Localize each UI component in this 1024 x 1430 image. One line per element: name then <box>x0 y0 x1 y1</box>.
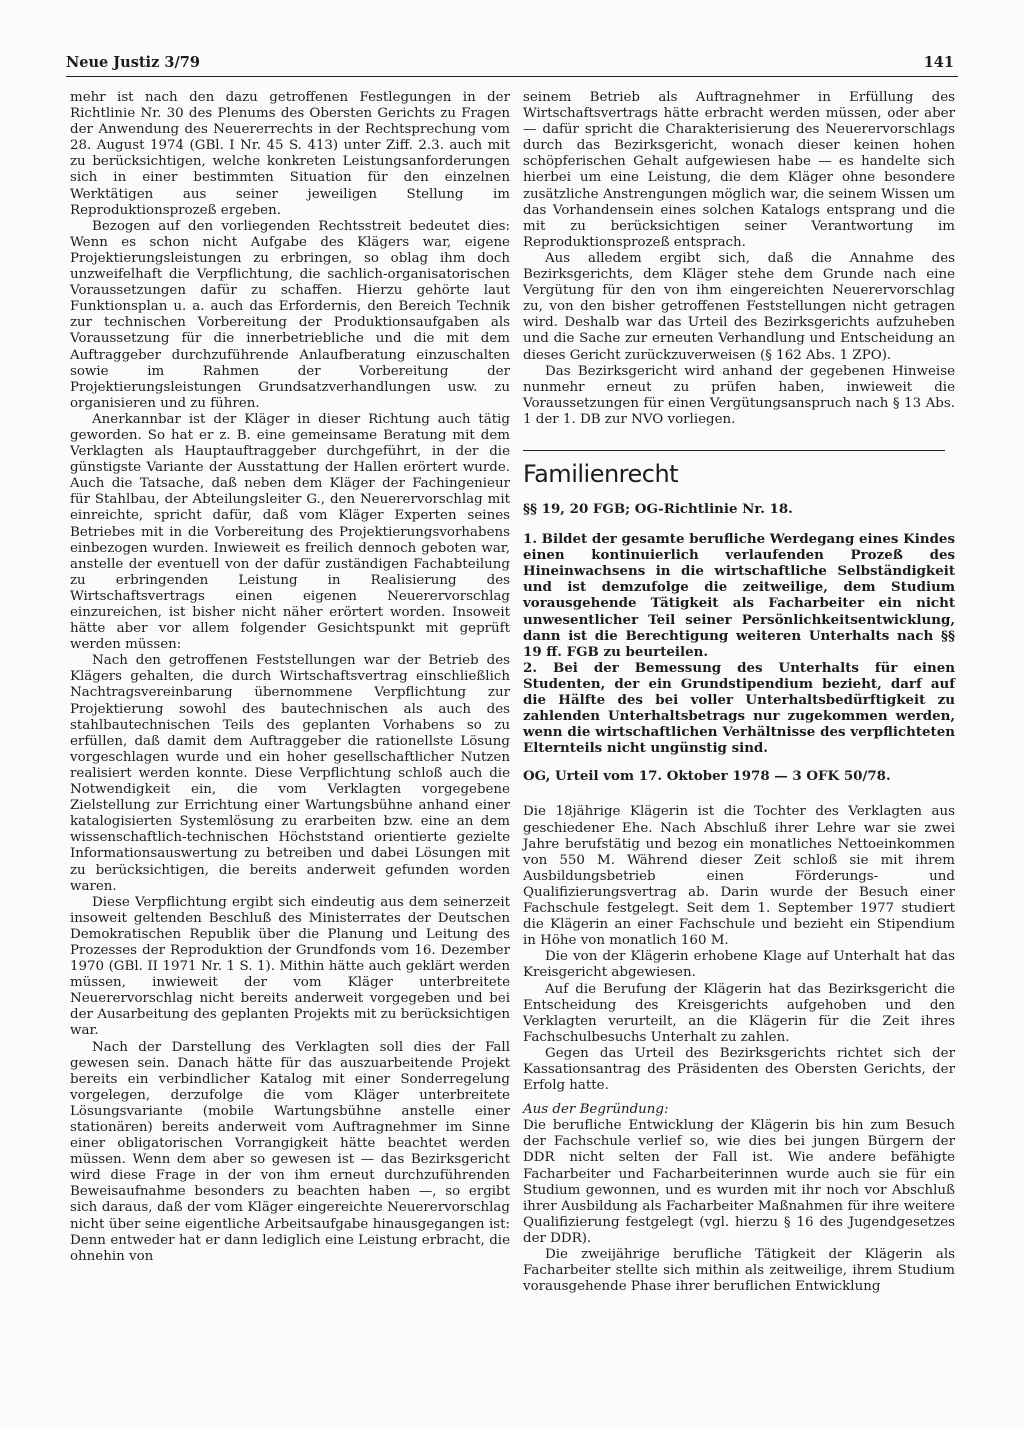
paragraph: Auf die Berufung der Klägerin hat das Bezirksgericht die Entscheidung des Kreisgerichts aufgehoben und den Verklagten verurteilt, an die Klägerin für die Zeit ihres Fachschulbesuchs Unterhalt zu zahlen. <box>523 981 955 1045</box>
paragraph: Diese Verpflichtung ergibt sich eindeutig aus dem seinerzeit insoweit geltenden Beschluß des Ministerrates der Deutschen Demokratischen Republik über die Planung und Leitung des Prozesses der Reproduktion der Grundfonds vom 16. Dezember 1970 (GBl. II 1971 Nr. 1 S. 1). Mithin hätte auch geklärt werden müssen, inwieweit der vom Kläger unterbreitete Neuerervorschlag nicht bereits anderweit vorgegeben und bei der Ausarbeitung des geplanten Projekts mit zu berücksichtigen war. <box>70 894 510 1039</box>
paragraph: Die von der Klägerin erhobene Klage auf Unterhalt hat das Kreisgericht abgewiesen. <box>523 949 955 981</box>
paragraph: Die berufliche Entwicklung der Klägerin bis hin zum Besuch der Fachschule verlief so, wie dies bei jungen Bürgern der DDR nicht selten der Fall ist. Wie andere befähigte Facharbeiter und Facharbeiterinnen wurde auch sie für ein Studium gewonnen, und es wurden mit ihr noch vor Abschluß ihrer Ausbildung als Facharbeiter Maßnahmen für ihre weitere Qualifizierung festgelegt (vgl. hierzu § 16 des Jugendgesetzes der DDR). <box>523 1118 955 1246</box>
paragraph: Das Bezirksgericht wird anhand der gegebenen Hinweise nunmehr erneut zu prüfen haben, inwieweit die Voraussetzungen für einen Vergütungsanspruch nach § 13 Abs. 1 der 1. DB zur NVO vorliegen. <box>523 363 955 427</box>
paragraph: Nach der Darstellung des Verklagten soll dies der Fall gewesen sein. Danach hätte für das auszuarbeitende Projekt bereits ein verbindlicher Katalog mit einer Sonderregelung vorgelegen, derzufolge die vom Kläger unterbreitete Lösungsvariante (mobile Wartungsbühne anstelle einer stationären) bereits anderweit vom Auftragnehmer im Sinne einer obligatorischen Vorrangigkeit hätte beachtet werden müssen. Wenn dem aber so gewesen ist — das Bezirksgericht wird diese Frage in der von ihm erneut durchzuführenden Beweisaufnahme besonders zu beachten haben —, so ergibt sich daraus, daß der vom Kläger eingereichte Neuerervorschlag nicht über seine eigentliche Arbeitsaufgabe hinausgegangen ist: Denn entweder hat er dann lediglich eine Leistung erbracht, die ohnehin von <box>70 1039 510 1264</box>
section-title: Familienrecht <box>523 459 679 488</box>
section-divider <box>523 450 945 451</box>
paragraph: Die zweijährige berufliche Tätigkeit der Klägerin als Facharbeiter stellte sich mithin als zeitweilige, ihrem Studium vorausgehende Phase ihrer beruflichen Entwicklung <box>523 1247 955 1295</box>
court-citation: OG, Urteil vom 17. Oktober 1978 — 3 OFK 50/78. <box>523 768 891 785</box>
headnote: 1. Bildet der gesamte berufliche Werdegang eines Kindes einen kontinuierlich verlaufenden Prozeß des Hineinwachsens in die wirtschaftliche Selbständigkeit und ist demzufolge die zeitweilige, dem Studium vorausgehende Tätigkeit als Facharbeiter ein nicht unwesentlicher Teil seiner Persönlichkeitsentwicklung, dann ist die Berechtigung weiteren Unterhalts nach §§ 19 ff. FGB zu beurteilen. <box>523 531 955 660</box>
left-column <box>70 90 510 1265</box>
reasoning-heading: Aus der Begründung: <box>523 1102 669 1118</box>
page-number: 141 <box>923 54 954 71</box>
paragraph: Gegen das Urteil des Bezirksgerichts richtet sich der Kassationsantrag des Präsidenten des Obersten Gerichts, der Erfolg hatte. <box>523 1045 955 1094</box>
page-header <box>66 54 958 77</box>
paragraph: Die 18jährige Klägerin ist die Tochter des Verklagten aus geschiedener Ehe. Nach Abschluß ihrer Lehre war sie zwei Jahre berufstätig und bezog ein monatliches Nettoeinkommen von 550 M. Während dieser Zeit schloß sie mit ihrem Ausbildungsbetrieb einen Förderungs- und Qualifizierungsvertrag ab. Darin wurde der Besuch einer Fachschule festgelegt. Seit dem 1. September 1977 studiert die Klägerin an einer Fachschule und bezieht ein Stipendium in Höhe von monatlich 160 M. <box>523 804 955 949</box>
law-reference: §§ 19, 20 FGB; OG-Richtlinie Nr. 18. <box>523 500 793 517</box>
right-column <box>523 90 955 1295</box>
headnote: 2. Bei der Bemessung des Unterhalts für einen Studenten, der ein Grundstipendium bezieht, darf auf die Hälfte des bei voller Unterhaltsbedürftigkeit zu zahlenden Unterhaltsbetrags nur zugekommen werden, wenn die wirtschaftlichen Verhältnisse des verpflichteten Elternteils nicht ungünstig sind. <box>523 659 955 757</box>
paragraph: Nach den getroffenen Feststellungen war der Betrieb des Klägers gehalten, die durch Wirtschaftsvertrag einschließlich Nachtragsvereinbarung übernommene Verpflichtung zur Projektierung sowohl des bautechnischen als auch des stahlbautechnischen Teils des geplanten Vorhabens so zu erfüllen, daß damit dem Auftraggeber die rationellste Lösung vorgeschlagen wurde und ein hoher gesellschaftlicher Nutzen realisiert werden konnte. Diese Verpflichtung schloß auch die Notwendigkeit ein, die vom Verklagten vorgegebene Zielstellung zur Errichtung einer Wartungsbühne anhand einer katalogisierten Systemlösung zu erarbeiten bzw. eine an dem wissenschaftlich-technischen Höchststand orientierte gezielte Informationsauswertung zu betreiben und dabei Lösungen mit zu berücksichtigen, die bereits anderweit gefunden worden waren. <box>70 653 510 894</box>
paragraph: Aus alledem ergibt sich, daß die Annahme des Bezirksgerichts, dem Kläger stehe dem Grunde nach eine Vergütung für den von ihm eingereichten Neuerervorschlag zu, von den bisher getroffenen Feststellungen nicht getragen wird. Deshalb war das Urteil des Bezirksgerichts aufzuheben und die Sache zur erneuten Verhandlung und Entscheidung an dieses Gericht zurückzuverweisen (§ 162 Abs. 1 ZPO). <box>523 250 955 363</box>
paragraph: mehr ist nach den dazu getroffenen Festlegungen in der Richtlinie Nr. 30 des Plenums des Obersten Gerichts zu Fragen der Anwendung des Neuererrechts in der Rechtsprechung vom 28. August 1974 (GBl. I Nr. 45 S. 413) unter Ziff. 2.3. auch mit zu berücksichtigen, welche konkreten Leistungsanforderungen sich in einer bestimmten Situation für den einzelnen Werktätigen aus seiner jeweiligen Stellung im Reproduktionsprozeß ergeben. <box>70 90 510 218</box>
journal-title: Neue Justiz 3/79 <box>66 54 200 71</box>
paragraph: Anerkannbar ist der Kläger in dieser Richtung auch tätig geworden. So hat er z. B. eine gemeinsame Beratung mit dem Verklagten als Hauptauftraggeber durchgeführt, in der die günstigste Variante der Ausstattung der Hallen erörtert wurde. Auch die Tatsache, daß neben dem Kläger der Fachingenieur für Stahlbau, der Abteilungsleiter G., den Neuerervorschlag mit einreichte, spricht dafür, daß vom Kläger Experten seines Betriebes mit in die Vorbereitung des Projektierungsvorhabens einbezogen wurden. Inwieweit es freilich dennoch geboten war, anstelle der eventuell von der dafür zuständigen Fachabteilung zu erbringenden Leistung in Realisierung des Wirtschaftsvertrags einen eigenen Neuerervorschlag einzureichen, ist bisher nicht näher erörtert worden. Insoweit hätte aber vor allem folgender Gesichtspunkt mit geprüft werden müssen: <box>70 411 510 653</box>
paragraph: Bezogen auf den vorliegenden Rechtsstreit bedeutet dies: Wenn es schon nicht Aufgabe des Klägers war, eigene Projektierungsleistungen zu erbringen, so oblag ihm doch unzweifelhaft die Verpflichtung, die sachlich-organisatorischen Voraussetzungen dafür zu schaffen. Hierzu gehörte laut Funktionsplan u. a. auch das Erfordernis, den Bereich Technik zur technischen Vorbereitung der Produktionsaufgaben als Voraussetzung für die innerbetriebliche und die mit dem Auftraggeber durchzuführende Anlaufberatung einzuschalten sowie im Rahmen der Vorbereitung der Projektierungsleistungen Grundsatzverhandlungen usw. zu organisieren und zu führen. <box>70 218 510 411</box>
paragraph: seinem Betrieb als Auftragnehmer in Erfüllung des Wirtschaftsvertrags hätte erbracht werden müssen, oder aber — dafür spricht die Charakterisierung des Neuerervorschlags durch das Bezirksgericht, wonach dieser keinen hohen schöpferischen Gehalt aufgewiesen habe — es handelte sich hierbei um eine Leistung, die dem Kläger ohne besondere zusätzliche Anstrengungen möglich war, die seinem Wissen um das Vorhandensein eines solchen Katalogs entsprang und die mit zu berücksichtigen seiner Verantwortung im Reproduktionsprozeß entsprach. <box>523 90 955 250</box>
